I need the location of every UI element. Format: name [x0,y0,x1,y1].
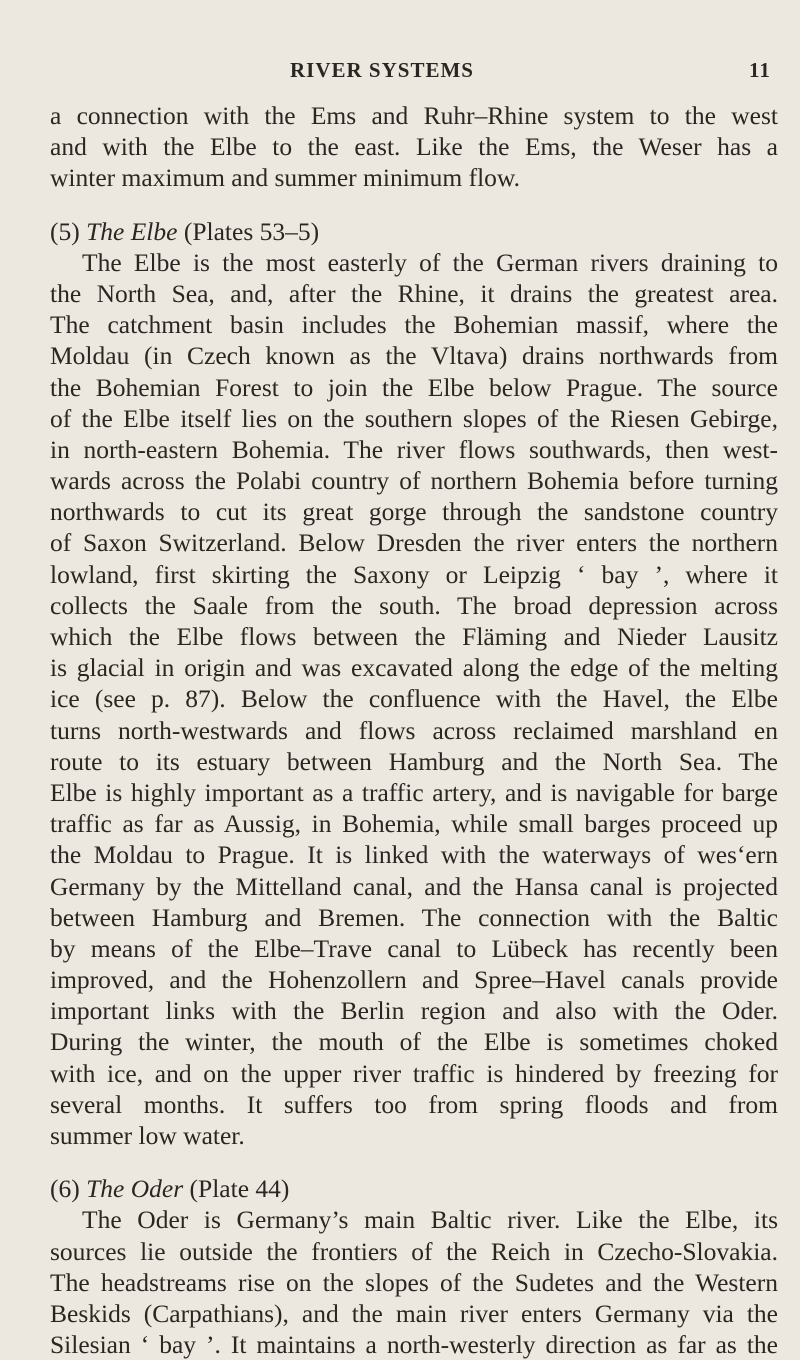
body-text [50,100,778,1360]
text-line: with ice, and on the upper river traffic is hindered by freezing for [50,1058,778,1088]
text-line: route to its estuary between Hamburg and the North Sea. The [50,746,778,776]
text-line: turns north-westwards and flows across reclaimed marshland en [50,715,778,745]
text-line: is glacial in origin and was excavated along the edge of the melting [50,653,778,683]
text-line: The catchment basin includes the Bohemian massif, where the [50,310,778,340]
text-line: The Oder is Germany’s main Baltic river. Like the Elbe, its [82,1205,778,1235]
text-line: and with the Elbe to the east. Like the Ems, the Weser has a [50,132,778,162]
text-line: winter maximum and summer minimum flow. [50,163,521,193]
text-line: Elbe is highly important as a traffic artery, and is navigable for barge [50,777,778,807]
text-line: a connection with the Ems and Ruhr–Rhine system to the west [50,101,778,130]
text-line: Silesian ‘ bay ’. It maintains a north-westerly direction as far as the [50,1330,778,1360]
section-heading-oder [50,1173,778,1204]
text-line: The Elbe is the most easterly of the German rivers draining to [82,247,778,277]
text-line: the Moldau to Prague. It is linked with the waterways of wes‘ern [50,840,778,870]
elbe-paragraph [50,247,778,1151]
section-number: (6) [50,1174,80,1204]
text-line: of Saxon Switzerland. Below Dresden the river enters the northern [50,528,778,558]
section-heading-elbe [50,216,778,247]
text-line: Moldau (in Czech known as the Vltava) drains northwards from [50,341,778,371]
section-title: The Oder [86,1174,184,1204]
section-plates: (Plates 53–5) [183,216,320,246]
text-line: Germany by the Mittelland canal, and the Hansa canal is projected [50,871,778,901]
text-line: summer low water. [50,1121,245,1150]
text-line: The headstreams rise on the slopes of the Sudetes and the Western [50,1267,778,1297]
text-line: lowland, first skirting the Saxony or Leipzig ‘ bay ’, where it [50,559,778,589]
text-line: northwards to cut its great gorge through the sandstone country [50,497,778,527]
section-number: (5) [50,216,80,246]
text-line: Beskids (Carpathians), and the main river enters Germany via the [50,1298,778,1328]
text-line: traffic as far as Aussig, in Bohemia, while small barges proceed up [50,809,778,839]
text-line: several months. It suffers too from spring floods and from [50,1089,778,1119]
section-title: The Elbe [86,216,178,246]
text-line: sources lie outside the frontiers of the Reich in Czecho-Slovakia. [50,1236,778,1266]
text-line: of the Elbe itself lies on the southern slopes of the Riesen Gebirge, [50,403,778,433]
running-head [0,58,800,88]
text-line: improved, and the Hohenzollern and Spree–Havel canals provide [50,965,778,995]
oder-paragraph [50,1204,778,1360]
text-line: wards across the Polabi country of northern Bohemia before turning [50,466,778,496]
text-line: the North Sea, and, after the Rhine, it drains the greatest area. [50,278,778,308]
page-number: 11 [749,58,771,82]
section-plates: (Plate 44) [189,1174,290,1204]
text-line: in north-eastern Bohemia. The river flows southwards, then west- [50,434,778,464]
text-line: During the winter, the mouth of the Elbe is sometimes choked [50,1027,778,1057]
text-line: which the Elbe flows between the Fläming and Nieder Lausitz [50,622,778,651]
text-line: ice (see p. 87). Below the confluence with the Havel, the Elbe [50,684,778,714]
text-line: by means of the Elbe–Trave canal to Lübeck has recently been [50,933,778,963]
running-title: RIVER SYSTEMS [290,58,474,82]
text-line: between Hamburg and Bremen. The connection with the Baltic [50,902,778,932]
text-line: collects the Saale from the south. The broad depression across [50,590,778,620]
intro-paragraph [50,100,778,194]
text-line: the Bohemian Forest to join the Elbe below Prague. The source [50,372,778,402]
text-line: important links with the Berlin region and also with the Oder. [50,996,778,1026]
